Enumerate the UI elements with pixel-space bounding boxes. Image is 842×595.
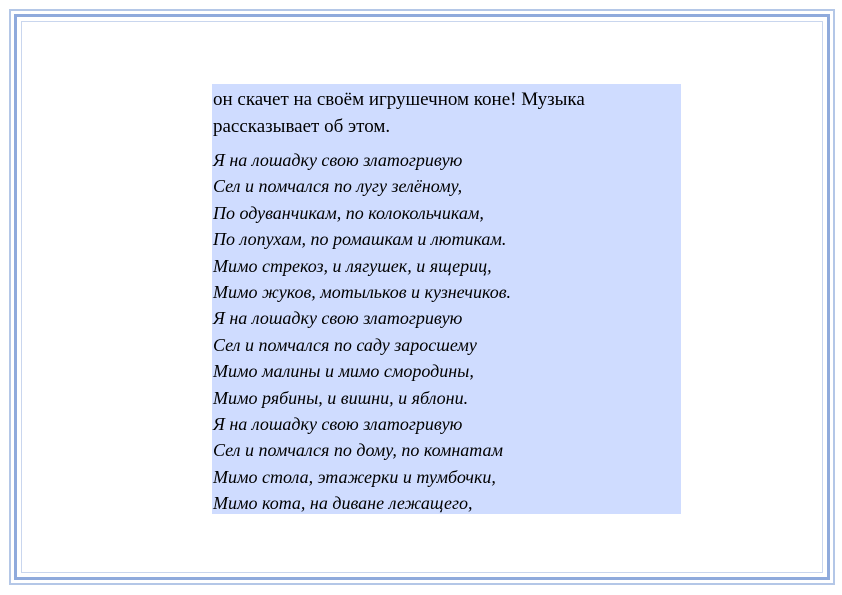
poem-line: Мимо кота, на диване лежащего, <box>213 493 473 514</box>
poem-line: Мимо стрекоз, и лягушек, и ящериц, <box>213 255 492 276</box>
poem-line: Мимо жуков, мотыльков и кузнечиков. <box>213 282 512 303</box>
poem-line: Мимо рябины, и вишни, и яблони. <box>213 387 469 408</box>
poem-line: Сел и помчался по дому, по комнатам <box>213 440 504 461</box>
intro-line: рассказывает об этом. <box>213 116 391 137</box>
poem-line: Сел и помчался по лугу зелёному, <box>213 176 463 197</box>
poem-line: Мимо стола, этажерки и тумбочки, <box>213 466 496 487</box>
poem-line: По лопухам, по ромашкам и лютикам. <box>213 229 507 250</box>
poem-line: Мимо малины и мимо смородины, <box>213 361 474 382</box>
poem-line: По одуванчикам, по колокольчикам, <box>213 202 484 223</box>
poem <box>213 147 681 517</box>
text-box <box>212 84 681 514</box>
intro-line: он скачет на своём игрушечном коне! Музыка <box>213 89 585 110</box>
intro-paragraph <box>213 86 681 140</box>
poem-line: Я на лошадку свою златогривую <box>213 414 463 435</box>
poem-line: Сел и помчался по саду заросшему <box>213 334 477 355</box>
poem-line: Я на лошадку свою златогривую <box>213 308 463 329</box>
poem-line: Я на лошадку свою златогривую <box>213 150 463 170</box>
